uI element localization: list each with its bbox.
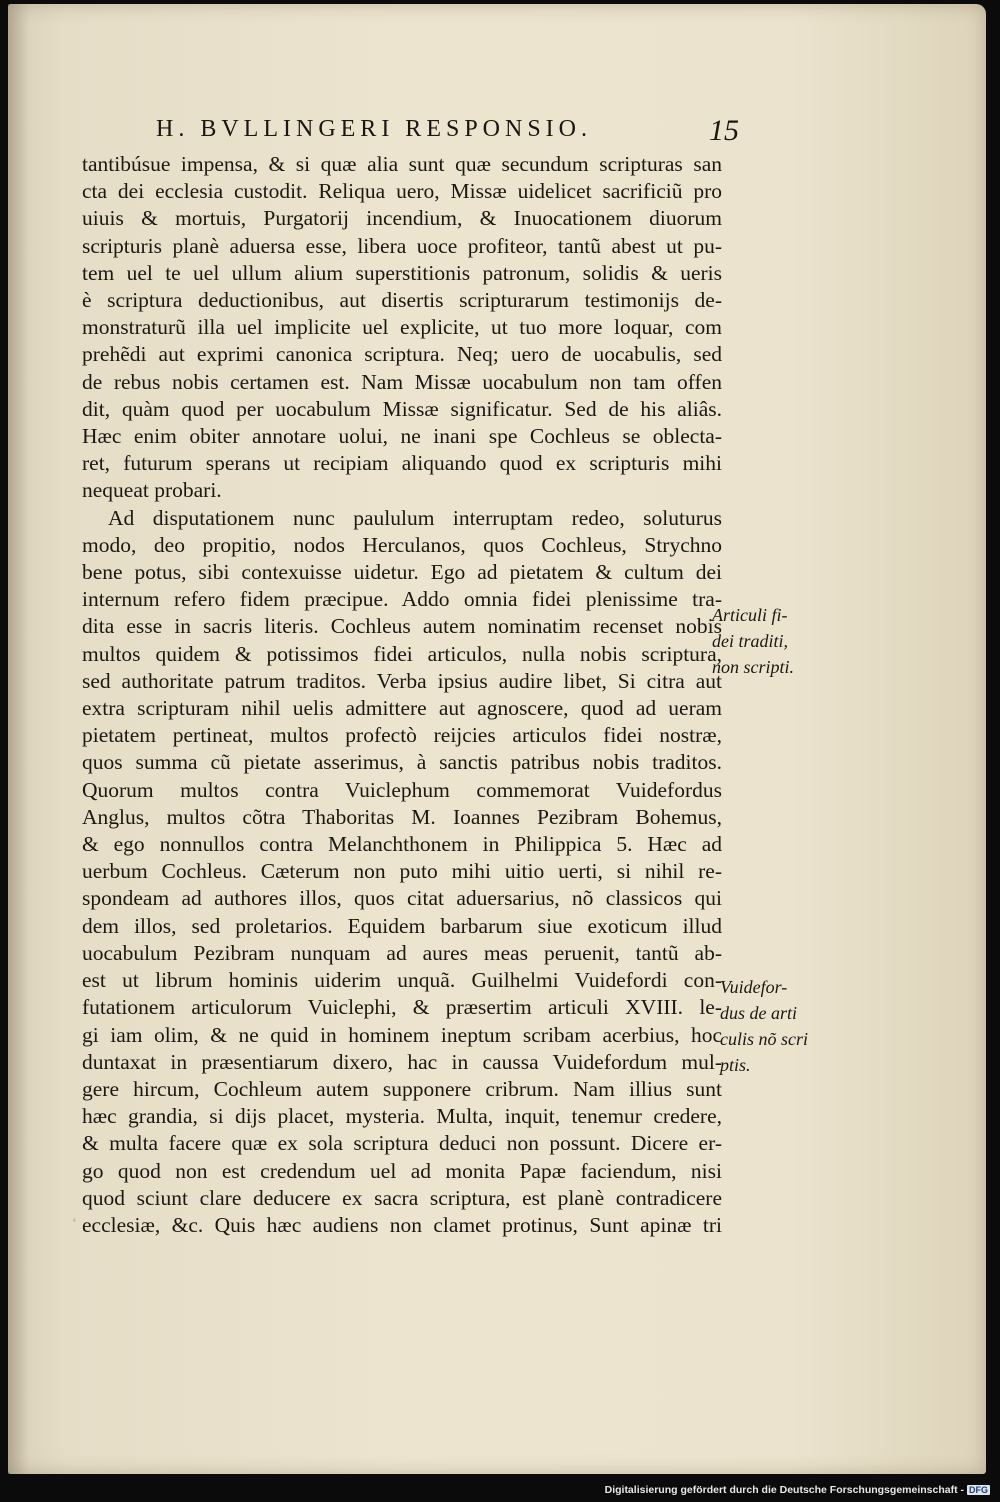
body-text bbox=[82, 151, 722, 1239]
text-line: extra scripturam nihil uelis admittere aut agnoscere, quod ad ueram bbox=[82, 696, 722, 721]
text-line: bene potus, sibi contexuisse uidetur. Ego ad pietatem & cultum dei bbox=[82, 560, 722, 585]
text-line: Ad disputationem nunc paululum interruptam redeo, soluturus bbox=[108, 505, 722, 530]
text-line: dita esse in sacris literis. Cochleus autem nominatim recenset nobis bbox=[82, 614, 722, 639]
text-line: go quod non est credendum uel ad monita Papæ faciendum, nisi bbox=[82, 1158, 722, 1183]
text-line: hæc grandia, si dijs placet, mysteria. Multa, inquit, tenemur credere, bbox=[82, 1104, 722, 1129]
text-line: de rebus nobis certamen est. Nam Missæ uocabulum non tam offen bbox=[82, 369, 722, 394]
text-line: uocabulum Pezibram nunquam ad aures meas peruenit, tantũ ab- bbox=[82, 940, 722, 965]
ink-stain: ‘ bbox=[72, 1216, 77, 1231]
text-line: è scriptura deductionibus, aut disertis scripturarum testimonijs de- bbox=[82, 288, 722, 313]
text-line: quos summa cũ pietate asserimus, à sanctis patribus nobis traditos. bbox=[82, 750, 722, 775]
text-line: nequeat probari. bbox=[82, 478, 222, 503]
text-line: & ego nonnullos contra Melanchthonem in Philippica 5. Hæc ad bbox=[82, 832, 722, 857]
text-line: tem uel te uel ullum alium superstitionis patronum, solidis & ueris bbox=[82, 260, 722, 285]
text-line: & multa facere quæ ex sola scriptura deduci non possunt. Dicere er- bbox=[82, 1131, 722, 1156]
text-line: quod sciunt clare deducere ex sacra scriptura, est planè contradicere bbox=[82, 1185, 722, 1210]
margin-note-line: dei traditi, bbox=[712, 631, 788, 651]
running-title: H. BVLLINGERI RESPONSIO. bbox=[156, 116, 593, 142]
text-line: ret, futurum sperans ut recipiam aliquando quod ex scripturis mihi bbox=[82, 451, 722, 476]
text-line: scripturis planè aduersa esse, libera uoce profiteor, tantũ abest ut pu- bbox=[82, 233, 722, 258]
text-line: Anglus, multos cõtra Thaboritas M. Ioannes Pezibram Bohemus, bbox=[82, 804, 722, 829]
text-line: sed authoritate patrum traditos. Verba ipsius audire libet, Si citra aut bbox=[82, 668, 722, 693]
margin-note-vuidefordus bbox=[720, 974, 808, 1078]
text-line: prehẽdi aut exprimi canonica scriptura. Neq; uero de uocabulis, sed bbox=[82, 342, 722, 367]
book-page bbox=[8, 4, 986, 1474]
text-line: modo, deo propitio, nodos Herculanos, quos Cochleus, Strychno bbox=[82, 532, 722, 557]
margin-note-line: non scripti. bbox=[712, 657, 795, 677]
text-line: ecclesiæ, &c. Quis hæc audiens non clamet protinus, Sunt apinæ tri bbox=[82, 1212, 722, 1237]
margin-note-line: dus de arti bbox=[720, 1003, 798, 1023]
text-line: uerbum Cochleus. Cæterum non puto mihi uitio uerti, si nihil re- bbox=[82, 859, 722, 884]
text-line: internum refero fidem præcipue. Addo omnia fidei plenissime tra- bbox=[82, 587, 722, 612]
text-line: tantibúsue impensa, & si quæ alia sunt quæ secundum scripturas san bbox=[82, 152, 722, 176]
margin-note-line: Vuidefor- bbox=[720, 977, 788, 997]
text-line: duntaxat in præsentiarum dixero, hac in caussa Vuidefordum mul- bbox=[82, 1049, 722, 1074]
credit-text: Digitalisierung gefördert durch die Deutsche Forschungsgemeinschaft - bbox=[604, 1484, 964, 1496]
margin-note-line: ptis. bbox=[720, 1055, 751, 1075]
text-line: pietatem pertineat, multos profectò reijcies articulos fidei nostræ, bbox=[82, 723, 722, 748]
text-line: uiuis & mortuis, Purgatorij incendium, & Inuocationem diuorum bbox=[82, 206, 722, 231]
text-line: dit, quàm quod per uocabulum Missæ significatur. Sed de his aliâs. bbox=[82, 396, 722, 421]
text-line: dem illos, sed proletarios. Equidem barbarum siue exoticum illud bbox=[82, 913, 722, 938]
margin-note-line: culis nõ scri bbox=[720, 1029, 808, 1049]
text-line: spondeam ad authores illos, quos citat aduersarius, nõ classicos qui bbox=[82, 886, 722, 911]
margin-note-articuli bbox=[712, 602, 794, 680]
text-line: multos quidem & potissimos fidei articulos, nulla nobis scriptura, bbox=[82, 641, 722, 666]
dfg-logo: DFG bbox=[969, 1485, 988, 1495]
text-line: cta dei ecclesia custodit. Reliqua uero, Missæ uidelicet sacrificiũ pro bbox=[82, 179, 722, 204]
text-line: futationem articulorum Vuiclephi, & præsertim articuli XVIII. le- bbox=[82, 995, 722, 1020]
margin-note-line: Articuli fi- bbox=[712, 605, 788, 625]
page-number: 15 bbox=[709, 114, 739, 147]
text-line: Quorum multos contra Vuiclephum commemorat Vuidefordus bbox=[82, 777, 722, 802]
text-line: est ut librum hominis uiderim unquã. Guilhelmi Vuidefordi con- bbox=[82, 968, 722, 993]
text-line: monstraturũ illa uel implicite uel explicite, ut tuo more loquar, com bbox=[82, 315, 722, 340]
text-line: gi iam olim, & ne quid in hominem ineptum scribam acerbius, hoc bbox=[82, 1022, 722, 1047]
text-line: Hæc enim obiter annotare uolui, ne inani spe Cochleus se oblecta- bbox=[82, 424, 722, 449]
text-line: gere hircum, Cochleum autem supponere cribrum. Nam illius sunt bbox=[82, 1076, 722, 1101]
digitization-credit bbox=[605, 1484, 990, 1496]
